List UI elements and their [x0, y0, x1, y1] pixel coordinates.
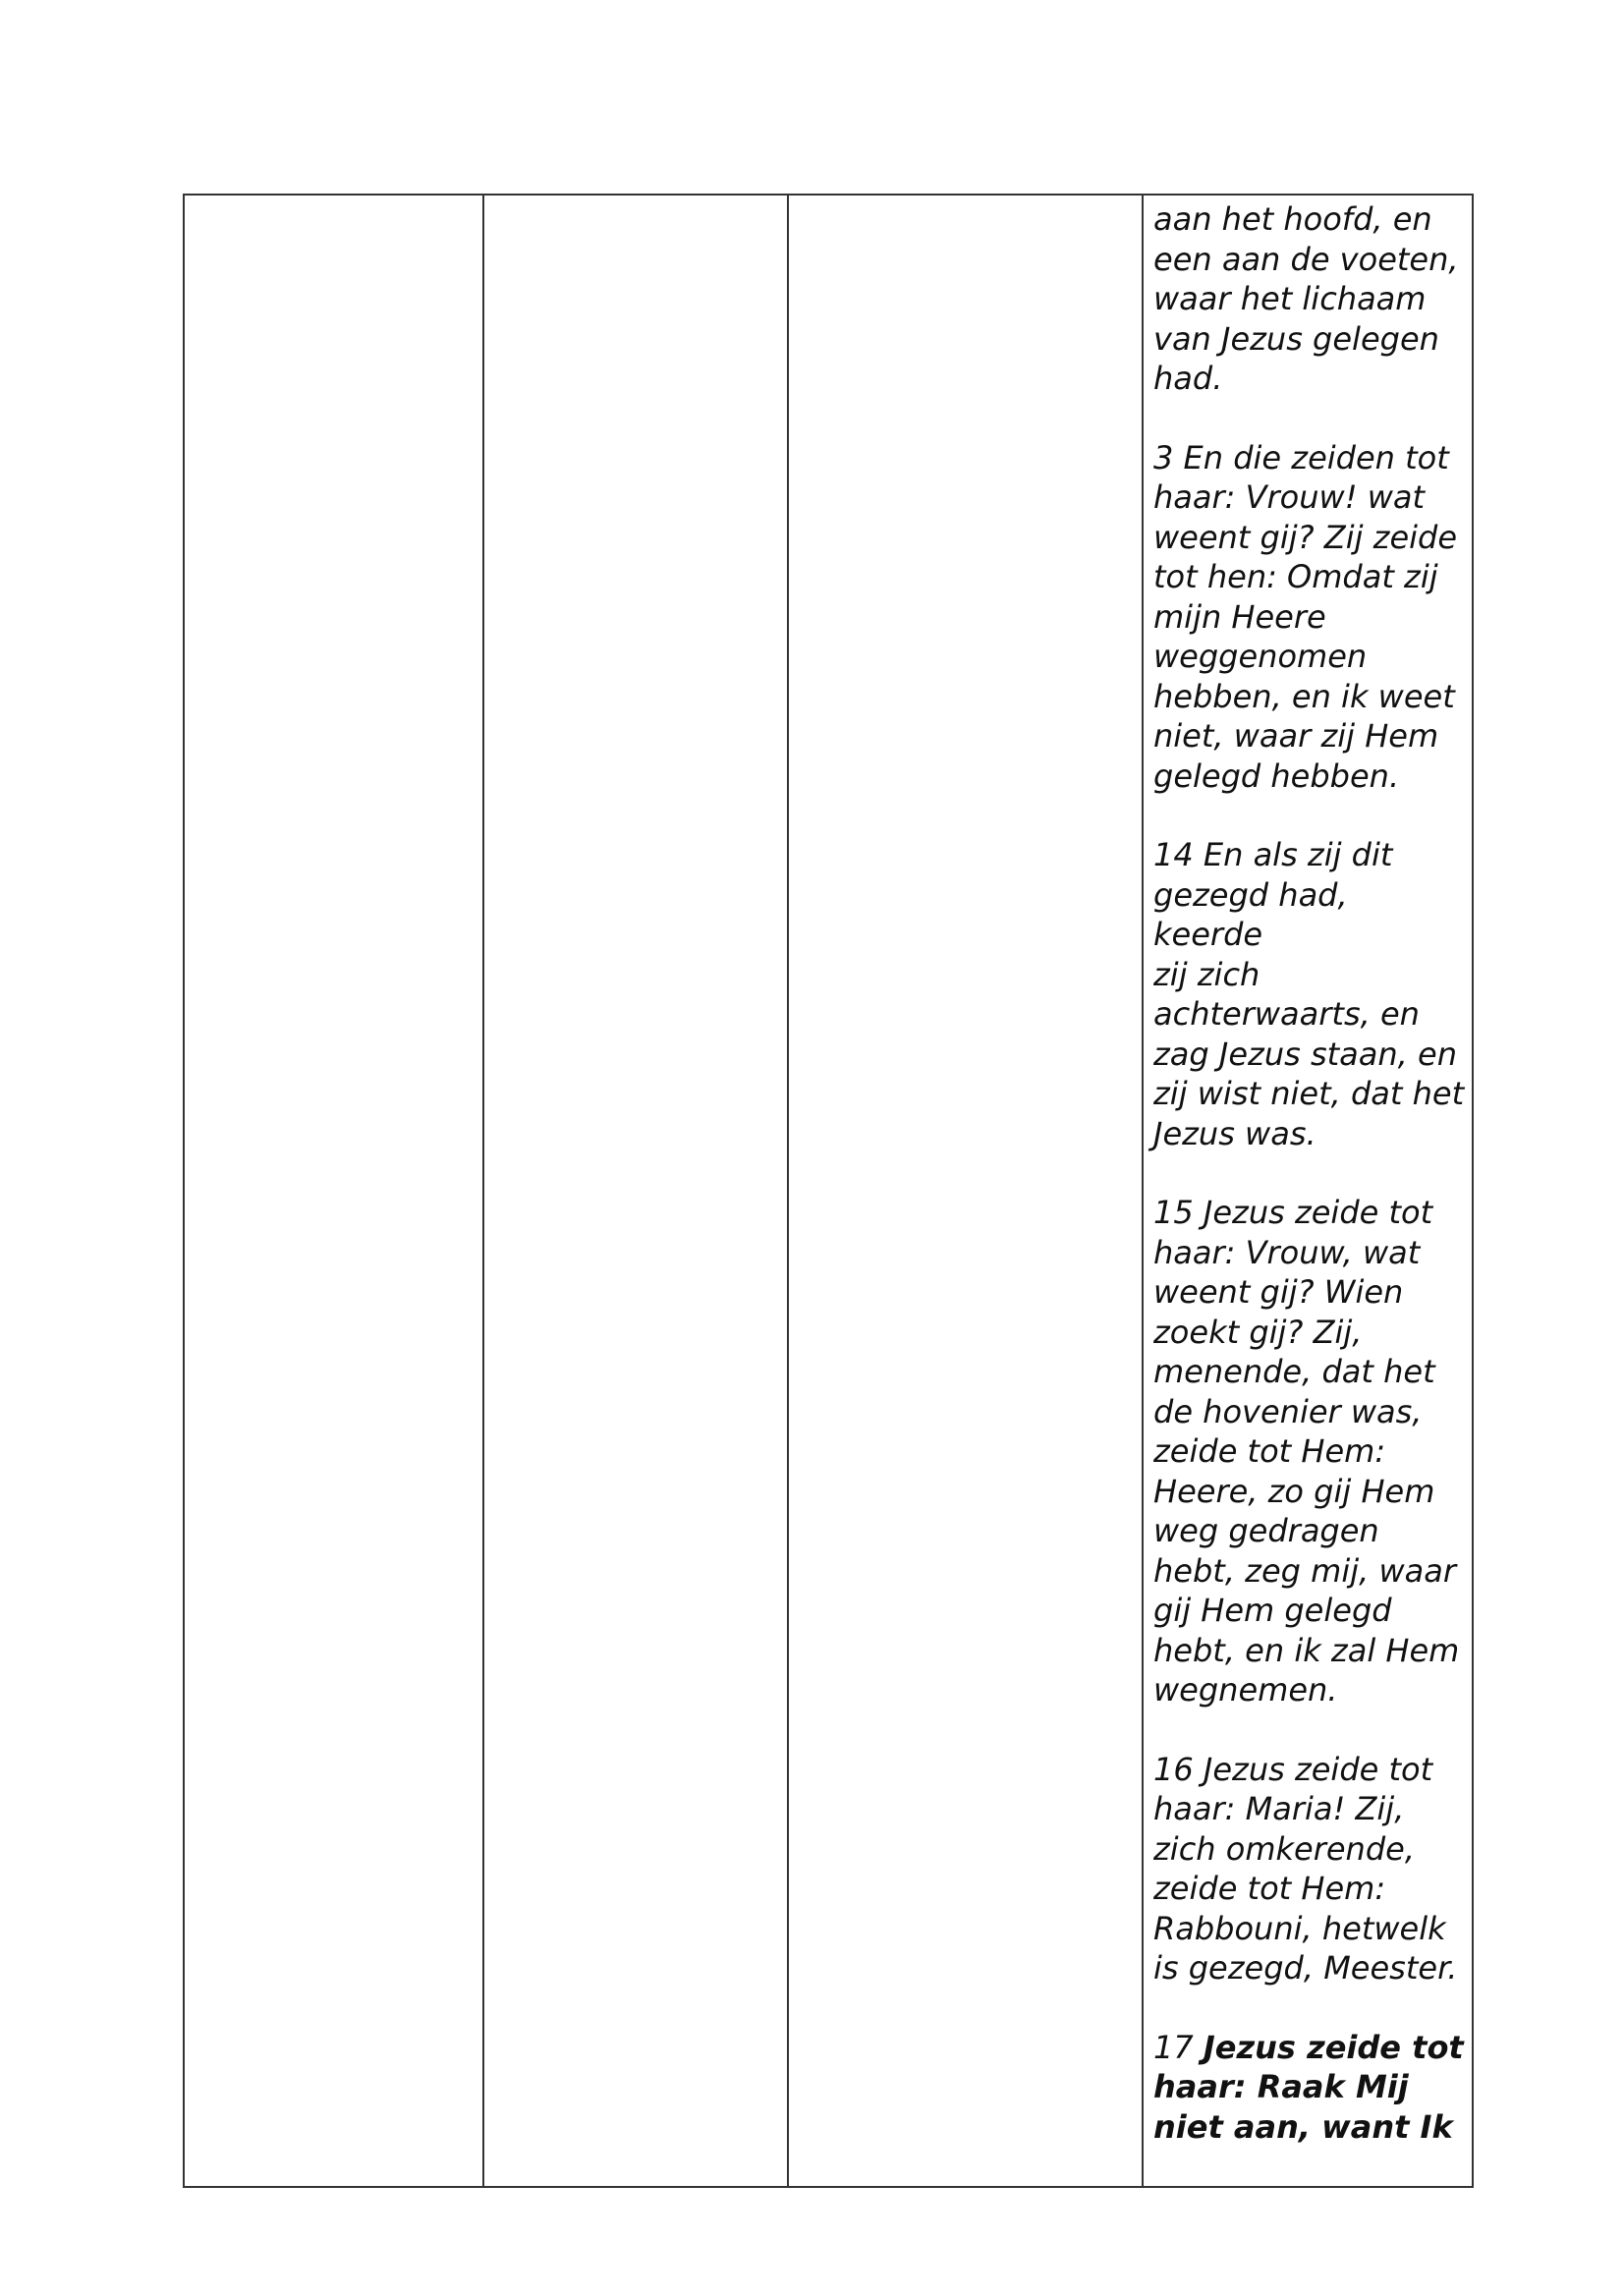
table-cell-column-2	[483, 195, 788, 2187]
verse-17-number: 17	[1153, 2028, 1194, 2066]
verse-13: 3 En die zeiden tot haar: Vrouw! wat weent gij? Zij zeide tot hen: Omdat zij mijn Heere weggenomen hebben, en ik weet niet, waar zij Hem gelegd hebben.	[1153, 438, 1458, 795]
verse-17	[1153, 2028, 1466, 2148]
bible-comparison-table	[183, 194, 1474, 2188]
table-cell-column-4	[1143, 195, 1473, 2187]
verse-14: 14 En als zij dit gezegd had, keerde zij zich achterwaarts, en zag Jezus staan, en zij wist niet, dat het Jezus was.	[1153, 836, 1465, 1152]
table-cell-column-3	[788, 195, 1143, 2187]
verse-continuation: aan het hoofd, en een aan de voeten, waar het lichaam van Jezus gelegen had.	[1153, 200, 1459, 397]
verse-15: 15 Jezus zeide tot haar: Vrouw, wat weent gij? Wien zoekt gij? Zij, menende, dat het de hovenier was, zeide tot Hem: Heere, zo gij Hem weg gedragen hebt, zeg mij, waar gij Hem gelegd hebt, en ik zal Hem wegnemen.	[1153, 1194, 1460, 1708]
table-cell-column-1	[184, 195, 483, 2187]
table-row	[184, 195, 1473, 2187]
verse-16: 16 Jezus zeide tot haar: Maria! Zij, zich omkerende, zeide tot Hem: Rabbouni, hetwelk is gezegd, Meester.	[1153, 1750, 1458, 1987]
verse-17-bold-text: Jezus zeide tot haar: Raak Mij niet aan, want Ik	[1153, 2028, 1464, 2146]
